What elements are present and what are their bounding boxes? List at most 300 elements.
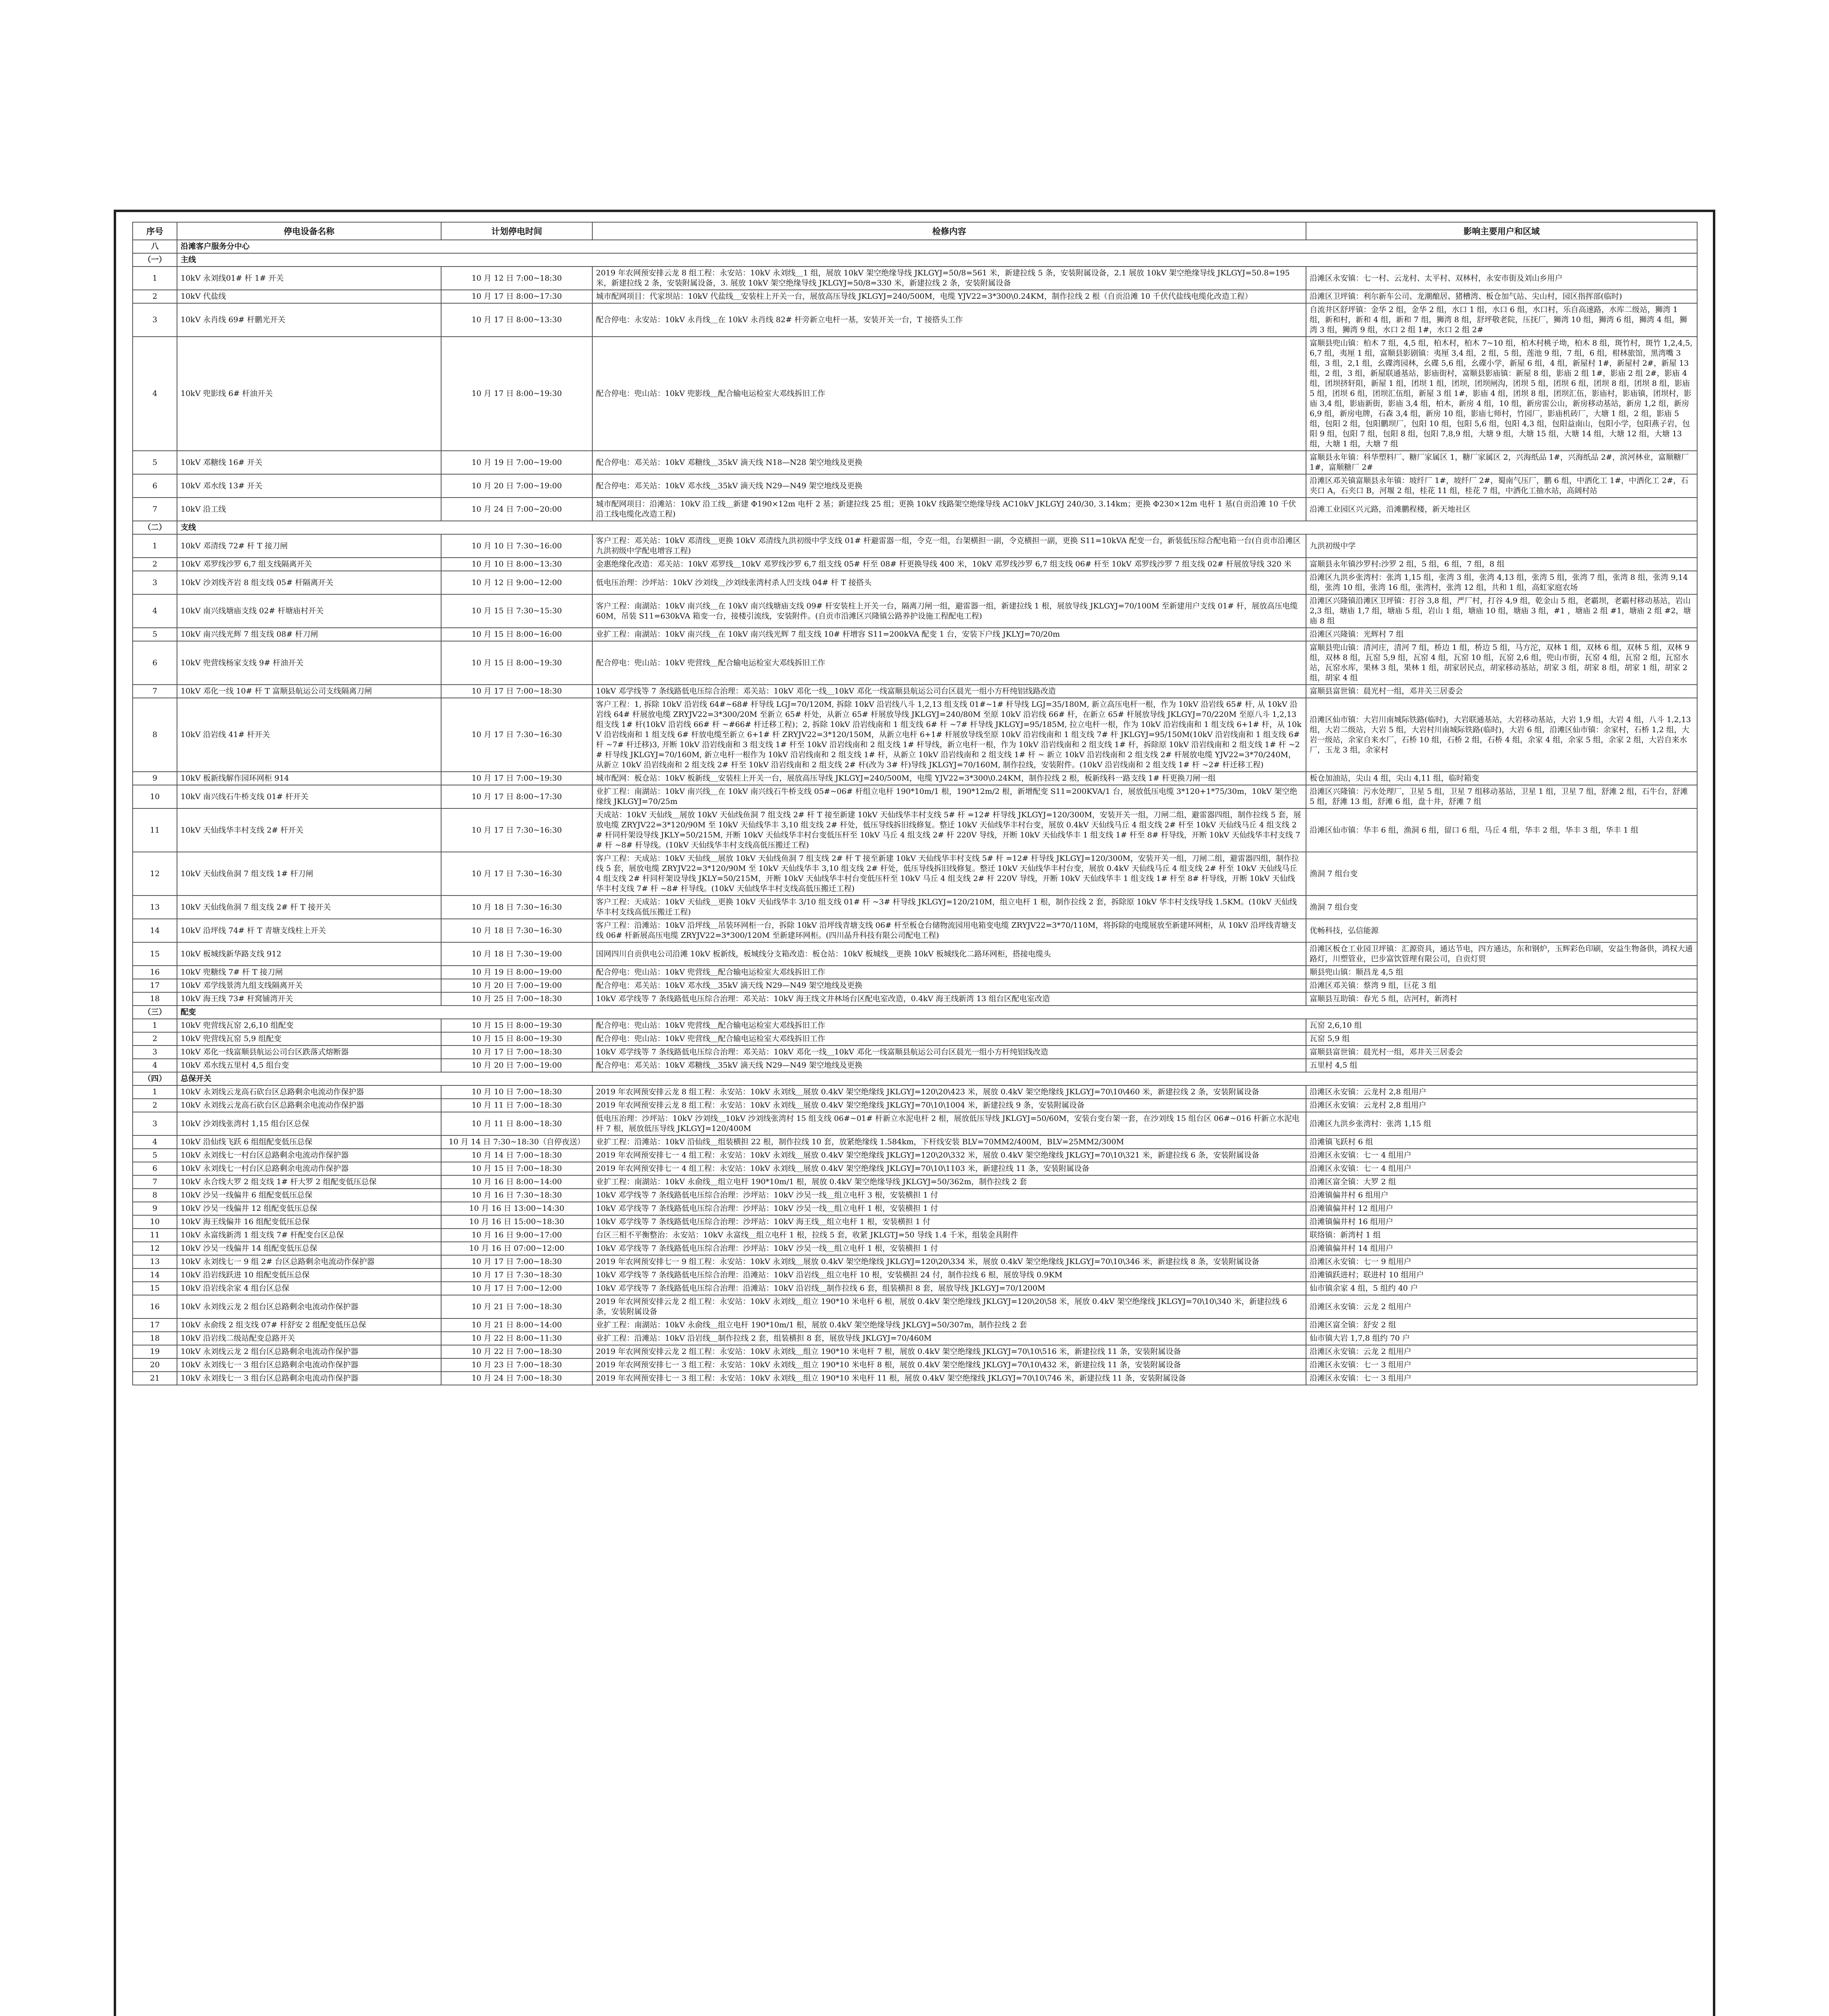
table-row: [133, 919, 1697, 942]
outage-time: 10 月 17 日 7:30~16:30: [441, 808, 592, 852]
row-no: 2: [133, 1032, 177, 1045]
device-name: 10kV 沙吴一线偏井 14 组配变低压总保: [177, 1242, 441, 1255]
table-row: [133, 772, 1697, 785]
affected-area: 九洪初级中学: [1306, 534, 1697, 558]
section-title: 总保开关: [177, 1072, 1697, 1085]
col-header-content: 检修内容: [592, 222, 1306, 240]
row-no: 18: [133, 1332, 177, 1345]
schedule-frame: [114, 210, 1715, 2016]
row-no: 2: [133, 290, 177, 303]
table-row: [133, 1099, 1697, 1112]
device-name: 10kV 沿岩线跃进 10 组配变低压总保: [177, 1268, 441, 1282]
table-row: [133, 1059, 1697, 1072]
device-name: 10kV 兜糖线 7# 杆 T 接刀闸: [177, 966, 441, 979]
outage-time: 10 月 22 日 7:00~18:30: [441, 1345, 592, 1358]
affected-area: 仙市镇余家 4 组，5 组约 40 户: [1306, 1282, 1697, 1295]
section-number: 八: [133, 240, 177, 253]
work-content: 客户工程：邓关站：10kV 邓清线＿更换 10kV 邓清线九洪初级中学支线 01# 杆避雷器一组，令克一组，台架横担一副，令克横担一副，更换 S11=10kVA 配变一台，新装低压综合配电箱一台(自贡市沿滩区九洪初级中学配电增容工程): [592, 534, 1306, 558]
table-row: [133, 1045, 1697, 1059]
outage-time: 10 月 10 日 7:00~18:30: [441, 1085, 592, 1099]
row-no: 3: [133, 1045, 177, 1059]
work-content: 低电压治理：沙坪站：10kV 沙刘线＿10kV 沙刘线张湾村 15 组支线 06#~01# 杆新立水泥电杆 2 根，展放低压导线 JKLGYJ=50/60M，安装台变台架一套，在沙刘线 15 组台区 06#~016 杆新立水泥电杆 7 根，展放低压导线 JKLGYJ=120/400M: [592, 1112, 1306, 1135]
work-content: 国网四川自贡供电公司沿滩 10kV 板新线，板城线分支箱改造：板仓站：10kV 板城线＿更换 10kV 板城线化二路环网柜，搭接电缆头: [592, 942, 1306, 966]
work-content: 10kV 邓学线等 7 条线路低电压综合治理：沙坪站：10kV 沙吴一线＿组立电杆 3 根，安装横担 1 付: [592, 1189, 1306, 1202]
table-row: [133, 628, 1697, 641]
row-no: 12: [133, 852, 177, 896]
table-row: [133, 1202, 1697, 1215]
device-name: 10kV 沿工线: [177, 498, 441, 521]
work-content: 10kV 邓学线等 7 条线路低电压综合治理：沙坪站：10kV 海王线＿组立电杆 1 根，安装横担 1 付: [592, 1215, 1306, 1229]
outage-time: 10 月 17 日 7:00~19:30: [441, 772, 592, 785]
outage-time: 10 月 24 日 7:00~18:30: [441, 1372, 592, 1385]
row-no: 10: [133, 785, 177, 808]
outage-time: 10 月 16 日 8:00~14:00: [441, 1175, 592, 1189]
work-content: 低电压治理：沙坪站：10kV 沙刘线＿沙刘线张湾村杀人凹支线 04# 杆 T 接搭头: [592, 571, 1306, 594]
work-content: 城市配网项目：沿滩站：10kV 沿工线＿新建 Φ190×12m 电杆 2 基；新建拉线 25 组；更换 10kV 线路架空绝缘导线 AC10kV JKLGYJ 240/30, 3.14km；更换 Φ230×12m 电杆 1 基(自贡沿滩 10 千伏沿工线电缆化改造工程): [592, 498, 1306, 521]
row-no: 1: [133, 1085, 177, 1099]
row-no: 15: [133, 942, 177, 966]
work-content: 业扩工程：南湖站：10kV 永俞线＿组立电杆 190*10m/1 根，展放 0.4kV 架空绝缘导线 JKLGYJ=50/362m，制作拉线 2 套: [592, 1175, 1306, 1189]
work-content: 业扩工程：沿滩站：10kV 沿岩线＿制作拉线 2 套，组装横担 8 套，展放导线 JKLGYJ=70/460M: [592, 1332, 1306, 1345]
section-number: （一）: [133, 253, 177, 267]
work-content: 10kV 邓学线等 7 条线路低电压综合治理：沙坪站：10kV 沙吴一线＿组立电杆 1 根，安装横担 1 付: [592, 1202, 1306, 1215]
work-content: 2019 年农网预安排七一 3 组工程：永安站：10kV 永刘线＿组立 190*10 米电杆 8 根，展放 0.4kV 架空绝缘线 JKLGYJ=70\10\432 米，新建拉线 11 条，安装附属设备: [592, 1358, 1306, 1372]
outage-time: 10 月 14 日 7:30~18:30（自停夜送）: [441, 1135, 592, 1149]
table-row: [133, 498, 1697, 521]
row-no: 3: [133, 1112, 177, 1135]
work-content: 配合停电：永安站：10kV 永肖线＿在 10kV 永肖线 82# 杆旁新立电杆一基，安装开关一台，T 接搭头工作: [592, 303, 1306, 337]
work-content: 城市配网：板仓站：10kV 板新线＿安装柱上开关一台，展放高压导线 JKLGYJ=240/500M，电缆 YJV22=3*300\0.24KM，制作拉线 2 根，板新线科一路支线 1# 杆更换刀闸一组: [592, 772, 1306, 785]
row-no: 16: [133, 966, 177, 979]
outage-time: 10 月 15 日 7:00~18:30: [441, 1162, 592, 1175]
table-row: [133, 303, 1697, 337]
outage-time: 10 月 18 日 7:30~16:30: [441, 919, 592, 942]
outage-schedule-table: [132, 222, 1698, 1385]
work-content: 10kV 邓学线等 7 条线路低电压综合治理：沿滩站：10kV 沿岩线＿制作拉线 6 套，组装横担 8 套，展放导线 JKLGYJ=70/1200M: [592, 1282, 1306, 1295]
row-no: 9: [133, 772, 177, 785]
row-no: 5: [133, 451, 177, 474]
table-body: [133, 240, 1697, 1385]
table-row: [133, 685, 1697, 698]
row-no: 6: [133, 641, 177, 685]
outage-time: 10 月 10 日 8:00~13:30: [441, 558, 592, 571]
outage-time: 10 月 17 日 8:00~13:30: [441, 303, 592, 337]
device-name: 10kV 永富线新湾 1 组支线 7# 杆配变台区总保: [177, 1229, 441, 1242]
device-name: 10kV 海王线 73# 杆窝铺湾开关: [177, 992, 441, 1006]
affected-area: 沿滩区永安镇：七一 4 组用户: [1306, 1149, 1697, 1162]
affected-area: 沿滩镇偏井村 6 组用户: [1306, 1189, 1697, 1202]
work-content: 2019 年农网预安排七一 4 组工程：永安站：10kV 永刘线＿展放 0.4kV 架空绝缘线 JKLGYJ=70\10\1103 米，新建拉线 11 条，安装附属设备: [592, 1162, 1306, 1175]
device-name: 10kV 天仙线鱼洞 7 组支线 2# 杆 T 接开关: [177, 896, 441, 919]
row-no: 3: [133, 571, 177, 594]
device-name: 10kV 沿坪线 74# 杆 T 青塘支线柱上开关: [177, 919, 441, 942]
work-content: 2019 年农网预安排云龙 8 组工程：永安站：10kV 永刘线＿展放 0.4kV 架空绝缘线 JKLGYJ=70\10\1004 米，新建拉线 9 条，安装附属设备: [592, 1099, 1306, 1112]
outage-time: 10 月 12 日 9:00~12:00: [441, 571, 592, 594]
affected-area: 富顺县兜山镇：清河庄，清河 7 组，桥边 1 组，桥边 5 组，马方沱，双林 1 组，双林 6 组，双林 5 组，双林 9 组，双林 8 组，瓦窑 5,9 组，瓦窑 4 组，瓦窑 10 组，瓦窑 2,6 组，兜山市街，瓦窑 4 组，瓦窑 2 组，瓦窑水站，瓦窑水库，果林 3 组，果林 1 组，胡家居民点，胡家移动基站，胡家 3 组，胡家 8 组，胡家 1 组，胡家 2 组，胡家 4 组: [1306, 641, 1697, 685]
table-row: [133, 1372, 1697, 1385]
outage-time: 10 月 12 日 7:00~18:30: [441, 267, 592, 290]
work-content: 配合停电：兜山站：10kV 兜影线＿配合输电运检室大邓线拆旧工作: [592, 337, 1306, 451]
row-no: 13: [133, 1255, 177, 1268]
table-row: [133, 979, 1697, 992]
row-no: 7: [133, 685, 177, 698]
work-content: 业扩工程：南湖站：10kV 南兴线＿在 10kV 南兴线光辉 7 组支线 10# 杆增容 S11=200kVA 配变 1 台，安装下户线 JKLYJ=70/20m: [592, 628, 1306, 641]
device-name: 10kV 邓水线五里村 4,5 组台变: [177, 1059, 441, 1072]
col-header-device: 停电设备名称: [177, 222, 441, 240]
row-no: 1: [133, 267, 177, 290]
table-row: [133, 1282, 1697, 1295]
row-no: 6: [133, 1162, 177, 1175]
row-no: 5: [133, 1149, 177, 1162]
device-name: 10kV 永刘线七一 3 组台区总路剩余电流动作保护器: [177, 1358, 441, 1372]
work-content: 配合停电：邓关站：10kV 邓糖线＿35kV 滴天线 N18—N28 架空地线及更换: [592, 451, 1306, 474]
work-content: 金惠绝缘化改造：邓关站：10kV 邓罗线＿10kV 邓罗线沙罗 6,7 组支线 05# 杆至 08# 杆更换导线 400 米，10kV 邓罗线沙罗 6,7 组支线 06# 杆至 10kV 邓罗线沙罗 7 组支线 02# 杆展放导线 320 米: [592, 558, 1306, 571]
device-name: 10kV 天仙线鱼洞 7 组支线 1# 杆刀闸: [177, 852, 441, 896]
outage-time: 10 月 17 日 7:00~12:00: [441, 1282, 592, 1295]
section-title: 支线: [177, 521, 1697, 534]
device-name: 10kV 永肖线 69# 杆鹏光开关: [177, 303, 441, 337]
table-row: [133, 942, 1697, 966]
affected-area: 瓦窑 2,6,10 组: [1306, 1019, 1697, 1032]
work-content: 配合停电：兜山站：10kV 兜营线＿配合输电运检室大邓线拆旧工作: [592, 1019, 1306, 1032]
affected-area: 沿滩镇跃进村；联进村 10 组用户: [1306, 1268, 1697, 1282]
table-row: [133, 852, 1697, 896]
outage-time: 10 月 17 日 7:30~16:30: [441, 852, 592, 896]
outage-time: 10 月 20 日 7:00~19:00: [441, 474, 592, 498]
device-name: 10kV 沙刘线张湾村 1,15 组台区总保: [177, 1112, 441, 1135]
device-name: 10kV 邓清线 72# 杆 T 接刀闸: [177, 534, 441, 558]
row-no: 17: [133, 1318, 177, 1332]
work-content: 10kV 邓学线等 7 条线路低电压综合治理：沿滩站：10kV 沿岩线＿组立电杆 10 根，安装横担 24 付，制作拉线 6 根，展放导线 0.9KM: [592, 1268, 1306, 1282]
outage-time: 10 月 17 日 7:30~16:30: [441, 698, 592, 772]
row-no: 4: [133, 1059, 177, 1072]
outage-time: 10 月 19 日 7:00~19:00: [441, 451, 592, 474]
device-name: 10kV 邓化一线富顺县航运公司台区跌落式熔断器: [177, 1045, 441, 1059]
table-row: [133, 558, 1697, 571]
device-name: 10kV 邓化一线 10# 杆 T 富顺县航运公司支线隔离刀闸: [177, 685, 441, 698]
work-content: 2019 年农网预安排云龙 8 组工程：永安站：10kV 永刘线＿展放 0.4kV 架空绝缘线 JKLGYJ=120\20\423 米，展放 0.4kV 架空绝缘线 JKLGYJ=70\10\460 米，新建拉线 2 条，安装附属设备: [592, 1085, 1306, 1099]
row-no: 16: [133, 1295, 177, 1318]
table-row: [133, 896, 1697, 919]
table-row: [133, 1032, 1697, 1045]
device-name: 10kV 邓罗线沙罗 6,7 组支线隔离开关: [177, 558, 441, 571]
outage-time: 10 月 25 日 7:00~18:30: [441, 992, 592, 1006]
row-no: 11: [133, 808, 177, 852]
outage-time: 10 月 21 日 7:00~18:30: [441, 1295, 592, 1318]
table-row: [133, 1242, 1697, 1255]
device-name: 10kV 板城线新华路支线 912: [177, 942, 441, 966]
affected-area: 富顺县富世镇：晨光村一组，邓井关三居委会: [1306, 1045, 1697, 1059]
device-name: 10kV 永刘线云龙 2 组台区总路剩余电流动作保护器: [177, 1345, 441, 1358]
outage-time: 10 月 17 日 8:00~17:30: [441, 785, 592, 808]
affected-area: 沿滩区永安镇：七一 3 组用户: [1306, 1372, 1697, 1385]
device-name: 10kV 永刘线云龙高石砍台区总路剩余电流动作保护器: [177, 1099, 441, 1112]
table-row: [133, 698, 1697, 772]
affected-area: 沿滩区永安镇：七一 4 组用户: [1306, 1162, 1697, 1175]
outage-time: 10 月 23 日 7:00~18:30: [441, 1358, 592, 1372]
col-header-no: 序号: [133, 222, 177, 240]
section-row: [133, 240, 1697, 253]
outage-time: 10 月 16 日 7:30~18:30: [441, 1189, 592, 1202]
table-row: [133, 1345, 1697, 1358]
affected-area: 富顺县富世镇：晨光村一组，邓井关三居委会: [1306, 685, 1697, 698]
affected-area: 自流井区舒坪镇：金华 2 组，金华 2 组，水口 1 组，水口 6 组，水口村，乐自高速路，水库二级站，狮湾 1 组，新和村，新和 4 组，新和 7 组，狮湾 8 组，舒坪敬老院，压抚厂，狮湾 10 组，狮湾 6 组，狮湾 4 组，狮湾 3 组，狮湾 9 组，水口 2 组 1#，水口 2 组 2#: [1306, 303, 1697, 337]
outage-time: 10 月 15 日 8:00~16:00: [441, 628, 592, 641]
table-row: [133, 1189, 1697, 1202]
device-name: 10kV 邓水线 13# 开关: [177, 474, 441, 498]
device-name: 10kV 永刘线七一 3 组台区总路剩余电流动作保护器: [177, 1372, 441, 1385]
table-row: [133, 1229, 1697, 1242]
affected-area: 沿滩区兴隆镇：污水处理厂，卫星 5 组，卫星 7 组移动基站，卫星 1 组，卫星 7 组，舒滩 2 组，石牛台，舒滩 5 组，舒滩 13 组，舒滩 6 组，盘十井，舒滩 7 组: [1306, 785, 1697, 808]
outage-time: 10 月 24 日 7:00~20:00: [441, 498, 592, 521]
section-row: [133, 1072, 1697, 1085]
affected-area: 沿滩区仙市镇：大岩川南城际铁路(临时)，大岩联通基站，大岩移动基站，大岩 1,9 组，大岩 4 组，八斗 1,2,13 组，大岩二级站，大岩 5 组，大岩村川南城际铁路(临时)，大岩 6 组，沿滩区仙市镇：余家村，石桥 1,2 组，大岩一级站，余家自来水厂，石桥 10 组，石桥 2 组，石桥 4 组，余家 4 组，余家 5 组，余家 2 组，大岩自来水厂，玉龙 3 组，余家村: [1306, 698, 1697, 772]
table-row: [133, 290, 1697, 303]
row-no: 19: [133, 1345, 177, 1358]
device-name: 10kV 沙刘线齐岩 8 组支线 05# 杆隔离开关: [177, 571, 441, 594]
outage-time: 10 月 11 日 7:00~18:30: [441, 1099, 592, 1112]
affected-area: 富顺县兜山镇：柏木 7 组，4,5 组，柏木村，柏木 7~10 组，柏木村桃子坳，柏木 8 组，斑竹村，斑竹 1,2,4,5,6,7 组，夷厘 1 组，富顺县影剧镇：夷厘 3,4 组，2 组，5 组，莲池 9 组，7 组，6 组，柑林旅馆，黑湾嘴 3 组，3 组，2,1 组，幺碟湾园林，幺碟 5,6 组，幺碟小学，新屋 6 组，4 组，新屋村 1#，新屋村 2#，新屋 13 组，2 组，3 组，新屋联通基站，影庙街村，富顺县影庙镇：新屋 8 组，影庙 2 组 1#，影庙 2 组 2#，影庙 4 组，团坝挤轩阻，新屋 1 组，团坝 1 组，团坝，团坝闸沟，团坝 5 组，团坝 6 组，团坝 8 组，团坝 8 组，影庙 5 组，团坝 6 组，团坝汇伍组，新屋 3 组 1#，影庙 4 组，团坝 8 组，团坝汇伍，影庙村，影庙镇，团坝村，影庙 3,4 组，影庙新街，影庙 3,4 组，柏木，新房 4 组，10 组，新房雷公山，新房移动基站，新房 1,2 组，新房 6,9 组，新房电牌，石森 3,4 组，新房 10 组，影庙七师村，竹园厂，影庙机砖厂，大塘 1 组，2 组，影庙 5 组，包阳 2 组，包阳鹏坝厂，包阳 10 组，包阳 5,6 组，包阳 4,3 组，包阳益南山，包阳小学，包阳燕子岩，包阳 9 组，包阳 7 组，包阳 8 组，包阳 7,8,9 组，大塘 9 组，大塘 15 组，大塘 14 组，大塘 12 组，大塘 13 组，大塘 1 组，大塘 7 组: [1306, 337, 1697, 451]
device-name: 10kV 沙吴一线偏井 12 组配变低压总保: [177, 1202, 441, 1215]
device-name: 10kV 兜营线杨家支线 9# 杆油开关: [177, 641, 441, 685]
affected-area: 沿滩区板仓工业园卫坪镇：汇源资具，通达节电，四方通达，东和钢炉，玉辉彩色印刷，安益生物备供，鸿权大通路灯，川塑管业，巴步富饮管理有限公司，自贡灯贸: [1306, 942, 1697, 966]
device-name: 10kV 永刘线云龙高石砍台区总路剩余电流动作保护器: [177, 1085, 441, 1099]
table-row: [133, 1318, 1697, 1332]
affected-area: 沿滩镇偏井村 12 组用户: [1306, 1202, 1697, 1215]
device-name: 10kV 邓学线景湾九组支线隔离开关: [177, 979, 441, 992]
work-content: 2019 年农网预安排云龙 8 组工程：永安站：10kV 永刘线＿1 组，展放 10kV 架空绝缘导线 JKLGYJ=50/8=561 米，新建拉线 5 条，安装附属设备，2.1 展放 10kV 架空绝缘导线 JKLGYJ=50.8=195 米，新建拉线 2 条，安装附属设备，3. 展放 10kV 架空绝缘导线 JKLGYJ=50/8=330 米，新建拉线 2 条，安装附属设备: [592, 267, 1306, 290]
work-content: 客户工程：1, 拆除 10kV 沿岩线 64#~68# 杆导线 LGJ=70/120M, 拆除 10kV 沿岩线八斗 1,2,13 组支线 01#~1# 杆导线 LGJ=35/180M, 新立高压电杆一根，作为 10kV 沿岩线 65# 杆, 从 10kV 沿岩线 64# 杆展放电缆 ZRYJV22=3*300/20M 至新立 65# 杆处，从新立 65# 杆展放导线 JKLGYJ=240/80M 至原 10kV 沿岩线 66# 杆，在新立 65# 杆展放导线 JKLGYJ=70/220M 至原八斗 1,2,13 组支线 1# 杆(10kV 沿岩线 66# 杆 ~#66# 杆迁移工程)；2, 拆除 10kV 沿岩线南和 1 组支线 6# 杆 ~7# 杆导线 JKLGYJ=95/185M, 拉立电杆一根，作为 10kV 沿岩线南和 1 组支线 6+1# 杆，从 10kV 沿岩线南和 1 组支线 6# 杆放电缆至新立 6+1# 杆 ZRYJV22=3*120/150M，从新立电杆 6+1# 杆展放导线至原 10kV 沿岩线南和 1 组支线 7# 杆 JKLGYJ=95/150M(10kV 沿岩线南和 1 组支线 6# 杆 ~7# 杆迁移)3, 开断 10kV 沿岩线南和 3 组支线 1# 杆至 10kV 沿岩线南和 2 组支线 1# 杆导线，新立电杆一根，作为 10kV 沿岩线南和 2 组支线 1# 杆，拆除原 10kV 沿岩线南和 2 组支线 1# 杆 ~2# 杆导线 JKLGYJ=70/160M, 新立电杆一根作为 10kV 沿岩线南和 2 组支线 1# 杆，从新立 10kV 沿岩线南和 2 组支线 1# 杆 ~ 新立 10kV 沿岩线南和 2 组支线 2# 杆展放电缆 YJV22=3*70/240M，从新立 10kV 沿岩线南和 2 组支线 2# 杆至 10kV 沿岩线南和 2 组支线 2# 杆(改为 3# 杆)导线 JKLGYJ=70/160M, 制作拉线，安装附件。(10kV 沿岩线南和 2 组支线 1# 杆 ~2# 杆迁移工程): [592, 698, 1306, 772]
outage-time: 10 月 18 日 7:30~19:00: [441, 942, 592, 966]
device-name: 10kV 永刘线七一村台区总路剩余电流动作保护器: [177, 1162, 441, 1175]
table-row: [133, 1135, 1697, 1149]
table-row: [133, 808, 1697, 852]
table-row: [133, 1085, 1697, 1099]
row-no: 10: [133, 1215, 177, 1229]
device-name: 10kV 永刘线01# 杆 1# 开关: [177, 267, 441, 290]
col-header-time: 计划停电时间: [441, 222, 592, 240]
outage-time: 10 月 17 日 7:00~18:30: [441, 1255, 592, 1268]
work-content: 2019 年农网预安排云龙 2 组工程：永安站：10kV 永刘线＿组立 190*10 米电杆 7 根，展放 0.4kV 架空绝缘线 JKLGYJ=70\10\516 米，新建拉线 11 条，安装附属设备: [592, 1345, 1306, 1358]
outage-time: 10 月 15 日 7:30~15:30: [441, 594, 592, 628]
affected-area: 沿滩区富全镇：舒安 2 组: [1306, 1318, 1697, 1332]
affected-area: 沿滩区永安镇：云龙村 2,8 组用户: [1306, 1085, 1697, 1099]
section-row: [133, 521, 1697, 534]
row-no: 21: [133, 1372, 177, 1385]
col-header-area: 影响主要用户和区域: [1306, 222, 1697, 240]
outage-time: 10 月 17 日 8:00~19:30: [441, 337, 592, 451]
work-content: 天成站：10kV 天仙线＿展放 10kV 天仙线鱼洞 7 组支线 2# 杆 T 接至新建 10kV 天仙线华丰村支线 5# 杆 =12# 杆导线 JKLGYJ=120/300M，安装开关一组，刀闸二组，避雷器四组，制作拉线 5 套，展放电缆 ZRYJV22=3*120/90M 至 10kV 天仙线华丰 3,10 组支线 2# 杆处，低压导线拆旧线修复。整迁 10kV 天仙线华丰村台变，展放 0.4kV 天仙线马丘 4 组支线 2# 杆至 10kV 天仙线马丘 4 组支线 2# 杆同杆架设导线 JKLY=50/215M, 开断 10kV 天仙线华丰村台变低压杆至 10kV 马丘 4 组支线 2# 杆 220V 导线，开断 10kV 天仙线华丰 1 组支线 1# 杆至 8# 杆导线，开断 10kV 天仙线华丰村支线 7# 杆 ~8# 杆导线。(10kV 天仙线华丰村支线高低压搬迁工程): [592, 808, 1306, 852]
row-no: 8: [133, 1189, 177, 1202]
row-no: 9: [133, 1202, 177, 1215]
work-content: 2019 年农网预安排七一 4 组工程：永安站：10kV 永刘线＿展放 0.4kV 架空绝缘线 JKLGYJ=120\20\332 米，展放 0.4kV 架空绝缘线 JKLGYJ=70\10\321 米，新建拉线 6 条，安装附属设备: [592, 1149, 1306, 1162]
row-no: 14: [133, 1268, 177, 1282]
outage-time: 10 月 17 日 8:00~17:30: [441, 290, 592, 303]
table-row: [133, 474, 1697, 498]
affected-area: 沿滩镇偏井村 16 组用户: [1306, 1215, 1697, 1229]
outage-time: 10 月 15 日 8:00~19:30: [441, 1019, 592, 1032]
outage-time: 10 月 15 日 8:00~19:30: [441, 1032, 592, 1045]
affected-area: 沿滩区永安镇：云龙村 2,8 组用户: [1306, 1099, 1697, 1112]
outage-time: 10 月 19 日 8:00~19:00: [441, 966, 592, 979]
row-no: 7: [133, 498, 177, 521]
table-row: [133, 1175, 1697, 1189]
table-row: [133, 992, 1697, 1006]
affected-area: 沿滩区永安镇：云龙 2 组用户: [1306, 1295, 1697, 1318]
affected-area: 沿滩区富全镇：大罗 2 组: [1306, 1175, 1697, 1189]
table-row: [133, 267, 1697, 290]
table-row: [133, 1358, 1697, 1372]
work-content: 业扩工程：沿滩站：10kV 沿仙线＿组装横担 22 根，制作拉线 10 套，放紧绝缘线 1.584km，下杆线安装 BLV=70MM2/400M，BLV=25MM2/300M: [592, 1135, 1306, 1149]
work-content: 业扩工程：南湖站：10kV 永俞线＿组立电杆 190*10m/1 根，展放 0.4kV 架空绝缘导线 JKLGYJ=50/307m，制作拉线 2 套: [592, 1318, 1306, 1332]
table-row: [133, 1332, 1697, 1345]
section-number: （二）: [133, 521, 177, 534]
outage-time: 10 月 20 日 7:00~19:00: [441, 979, 592, 992]
work-content: 2019 年农网预安排七一 3 组工程：永安站：10kV 永刘线＿组立 190*10 米电杆 11 根，展放 0.4kV 架空绝缘线 JKLGYJ=70\10\746 米，新建拉线 11 条，安装附属设备: [592, 1372, 1306, 1385]
work-content: 10kV 邓学线等 7 条线路低电压综合治理：沙坪站：10kV 沙吴一线＿组立电杆 1 根，安装横担 1 付: [592, 1242, 1306, 1255]
outage-time: 10 月 22 日 8:00~11:30: [441, 1332, 592, 1345]
row-no: 5: [133, 628, 177, 641]
work-content: 10kV 邓学线等 7 条线路低电压综合治理：邓关站：10kV 邓化一线＿10kV 邓化一线富顺县航运公司台区晨光一组小方杆纯铝线路改造: [592, 685, 1306, 698]
outage-time: 10 月 16 日 13:00~14:30: [441, 1202, 592, 1215]
outage-time: 10 月 16 日 9:00~17:00: [441, 1229, 592, 1242]
affected-area: 富顺县永年镇：科华塑料厂、糖厂家属区 1，糖厂家属区 2，兴海纸品 1#，兴海纸品 2#，滨河林业，富顺糖厂 1#，富顺糖厂 2#: [1306, 451, 1697, 474]
affected-area: 顺县兜山镇：顺昌龙 4,5 组: [1306, 966, 1697, 979]
work-content: 客户工程：天成站：10kV 天仙线＿更换 10kV 天仙线华丰 3/10 组支线 01# 杆 ~3# 杆导线 JKLGYJ=120/210M，组立电杆 1 根，制作拉线 2 套，拆除原 10kV 华丰村支线导线 1.5KM。(10kV 天仙线华丰村支线高低压搬迁工程): [592, 896, 1306, 919]
work-content: 2019 年农网预安排云龙 2 组工程：永安站：10kV 永刘线＿组立 190*10 米电杆 6 根，展放 0.4kV 架空绝缘线 JKLGYJ=120\20\58 米，展放 0.4kV 架空绝缘线 JKLGYJ=70\10\340 米，新建拉线 6 条，安装附属设备: [592, 1295, 1306, 1318]
row-no: 15: [133, 1282, 177, 1295]
row-no: 11: [133, 1229, 177, 1242]
device-name: 10kV 代盐线: [177, 290, 441, 303]
work-content: 10kV 邓学线等 7 条线路低电压综合治理：邓关站：10kV 邓化一线＿10kV 邓化一线富顺县航运公司台区晨光一组小方杆纯铝线改造: [592, 1045, 1306, 1059]
row-no: 1: [133, 534, 177, 558]
table-row: [133, 1162, 1697, 1175]
affected-area: 渔洞 7 组台变: [1306, 852, 1697, 896]
work-content: 配合停电：邓关站：10kV 邓糖线＿35kV 滴天线 N29—N49 架空地线及更换: [592, 1059, 1306, 1072]
row-no: 6: [133, 474, 177, 498]
affected-area: 渔洞 7 组台变: [1306, 896, 1697, 919]
device-name: 10kV 南兴线石牛桥支线 01# 杆开关: [177, 785, 441, 808]
affected-area: 沿滩镇飞跃村 6 组: [1306, 1135, 1697, 1149]
table-row: [133, 1295, 1697, 1318]
affected-area: 沿滩区兴隆镇沿滩区卫坪镇：打谷 3,8 组，严厂村，打谷 4,9 组，乾金山 5 组，老霸坝，老霸村移动基站，岩山 2,3 组，塘庙 1,7 组，塘庙 5 组，岩山 1 组，塘庙 10 组，塘庙 3 组，#1 ，塘庙 2 组 #1，塘庙 2 组 #2，塘庙 8 组: [1306, 594, 1697, 628]
table-row: [133, 966, 1697, 979]
section-title: 主线: [177, 253, 1697, 267]
work-content: 配合停电：兜山站：10kV 兜营线＿配合输电运检室大邓线拆旧工作: [592, 966, 1306, 979]
row-no: 17: [133, 979, 177, 992]
work-content: 业扩工程：南湖站：10kV 南兴线＿在 10kV 南兴线石牛桥支线 05#~06# 杆组立电杆 190*10m/1 根，190*12m/2 根，新增配变 S11=200KVA/1 台，展放低压电缆 3*120+1*75/30m，10kV 架空绝缘线 JKLGYJ=70/25m: [592, 785, 1306, 808]
device-name: 10kV 板新线解作园环网柜 914: [177, 772, 441, 785]
table-row: [133, 534, 1697, 558]
section-title: 配变: [177, 1006, 1697, 1019]
work-content: 台区三相不平衡整治：永安站：10kV 永富线＿组立电杆 1 根，拉线 5 套，收紧 JKLGTJ=50 导线 1.4 千米，组装金具附件: [592, 1229, 1306, 1242]
row-no: 14: [133, 919, 177, 942]
outage-time: 10 月 14 日 7:00~18:30: [441, 1149, 592, 1162]
affected-area: 瓦窑 5,9 组: [1306, 1032, 1697, 1045]
device-name: 10kV 沿岩线余家 4 组台区总保: [177, 1282, 441, 1295]
work-content: 2019 年农网预安排七一 9 组工程：永安站：10kV 永刘线＿展放 0.4kV 架空绝缘线 JKLGYJ=120\20\334 米，展放 0.4kV 架空绝缘线 JKLGYJ=70\10\346 米，新建拉线 8 条，安装附属设备: [592, 1255, 1306, 1268]
device-name: 10kV 兜营线瓦窑 2,6,10 组配变: [177, 1019, 441, 1032]
device-name: 10kV 沿岩线二级站配变总路开关: [177, 1332, 441, 1345]
row-no: 13: [133, 896, 177, 919]
outage-time: 10 月 16 日 07:00~12:00: [441, 1242, 592, 1255]
affected-area: 沿滩区永安镇：七一 9 组用户: [1306, 1255, 1697, 1268]
row-no: 2: [133, 1099, 177, 1112]
work-content: 配合停电：邓关站：10kV 邓水线＿35kV 滴天线 N29—N49 架空地线及更换: [592, 474, 1306, 498]
outage-time: 10 月 17 日 7:00~18:30: [441, 1045, 592, 1059]
table-row: [133, 641, 1697, 685]
affected-area: 沿滩区永安镇：七一村、云龙村、太平村、双林村，永安市街及刘山乡用户: [1306, 267, 1697, 290]
section-number: （四）: [133, 1072, 177, 1085]
affected-area: 沿滩区卫坪镇：利尔新车公司、龙潮酿居、猪槽湾、板仓加气站、尖山村，园区指挥部(临时): [1306, 290, 1697, 303]
work-content: 城市配网项目：代家坝站：10kV 代盐线＿安装柱上开关一台，展放高压导线 JKLGYJ=240/500M，电缆 YJV22=3*300\0.24KM，制作拉线 2 根（自贡沿滩 10 千伏代盐线电缆化改造工程）: [592, 290, 1306, 303]
outage-time: 10 月 17 日 7:00~18:30: [441, 685, 592, 698]
affected-area: 仙市镇大岩 1,7,8 组约 70 户: [1306, 1332, 1697, 1345]
work-content: 10kV 邓学线等 7 条线路低电压综合治理：邓关站：10kV 海王线文井林场台区配电室改造，0.4kV 海王线新湾 13 组台区配电室改造: [592, 992, 1306, 1006]
table-row: [133, 785, 1697, 808]
table-row: [133, 337, 1697, 451]
row-no: 4: [133, 1135, 177, 1149]
row-no: 18: [133, 992, 177, 1006]
device-name: 10kV 沙吴一线偏井 6 组配变低压总保: [177, 1189, 441, 1202]
outage-time: 10 月 20 日 7:00~19:00: [441, 1059, 592, 1072]
device-name: 10kV 南兴线塘庙支线 02# 杆塘庙村开关: [177, 594, 441, 628]
outage-time: 10 月 15 日 8:00~19:30: [441, 641, 592, 685]
row-no: 2: [133, 558, 177, 571]
affected-area: 富顺县互助镇：春光 5 组，店河村，新湾村: [1306, 992, 1697, 1006]
outage-time: 10 月 10 日 7:30~16:00: [441, 534, 592, 558]
table-row: [133, 571, 1697, 594]
affected-area: 优畅科技，弘信能源: [1306, 919, 1697, 942]
row-no: 7: [133, 1175, 177, 1189]
affected-area: 沿滩区九洪乡张湾村：张湾 1,15 组: [1306, 1112, 1697, 1135]
device-name: 10kV 永俞线 2 组支线 07# 杆舒安 2 组配变低压总保: [177, 1318, 441, 1332]
section-title: 沿滩客户服务分中心: [177, 240, 1697, 253]
affected-area: 沿滩区兴隆镇：光辉村 7 组: [1306, 628, 1697, 641]
work-content: 客户工程：沿滩站：10kV 沿坪线＿吊装环网柜一台，拆除 10kV 沿坪线青塘支线 06# 杆至板仓台储物流园用电箱变电缆 ZRYJV22=3*70/110M，将拆除的电缆展放至新建环网柜，从 10kV 沿坪线青塘支线 06# 杆新展高压电缆 ZRYJV22=3*300/120M 至新建环网柜。(四川晶升科技有限公司配电工程): [592, 919, 1306, 942]
work-content: 客户工程：天成站：10kV 天仙线＿展放 10kV 天仙线鱼洞 7 组支线 2# 杆 T 接至新建 10kV 天仙线华丰村支线 5# 杆 =12# 杆导线 JKLGYJ=120/300M，安装开关一组，刀闸二组，避雷器四组，制作拉线 5 套，展放电缆 ZRYJV22=3*120/90M 至 10kV 天仙线华丰 3,10 组支线 2# 杆处，低压导线拆旧线修复。整迁 10kV 天仙线华丰村台变，展放 0.4kV 天仙线马丘 4 组支线 2# 杆至 10kV 天仙线马丘 4 组支线 2# 杆同杆架设导线 JKLY=50/215M，开断 10kV 天仙线华丰村台变低压杆至 10kV 马丘 4 组支线 2# 杆 220V 导线，开断 10kV 天仙线华丰 1 组支线 1# 杆至 8# 杆导线，开断 10kV 天仙线华丰村支线 7# 杆 ~8# 杆导线。(10kV 天仙线华丰村支线高低压搬迁工程): [592, 852, 1306, 896]
device-name: 10kV 邓糖线 16# 开关: [177, 451, 441, 474]
table-row: [133, 1019, 1697, 1032]
table-row: [133, 1268, 1697, 1282]
device-name: 10kV 永刘线云龙 2 组台区总路剩余电流动作保护器: [177, 1295, 441, 1318]
outage-time: 10 月 18 日 7:30~16:30: [441, 896, 592, 919]
device-name: 10kV 沿岩线 41# 杆开关: [177, 698, 441, 772]
row-no: 4: [133, 337, 177, 451]
work-content: 配合停电：兜山站：10kV 兜营线＿配合输电运检室大邓线拆旧工作: [592, 641, 1306, 685]
table-row: [133, 1112, 1697, 1135]
table-row: [133, 1149, 1697, 1162]
affected-area: 沿滩镇偏井村 14 组用户: [1306, 1242, 1697, 1255]
row-no: 8: [133, 698, 177, 772]
device-name: 10kV 永刘线七一村台区总路剩余电流动作保护器: [177, 1149, 441, 1162]
section-number: （三）: [133, 1006, 177, 1019]
affected-area: 沿滩区邓关镇：蔡湾 9 组，巨花 3 组: [1306, 979, 1697, 992]
affected-area: 沿滩区永安镇：七一 3 组用户: [1306, 1358, 1697, 1372]
table-row: [133, 451, 1697, 474]
affected-area: 沿滩区邓关镇富顺县永年镇：坡纤厂 1#，坡纤厂 2#，蜀南气压厂，鹏 6 组，中洒化工 1#，中洒化工 2#，石夹口 A，石夹口 B，河堰 2 组，桂花 11 组，桂花 7 组，中洒化工抽水站，高阔村站: [1306, 474, 1697, 498]
row-no: 3: [133, 303, 177, 337]
affected-area: 沿滩区永安镇：云龙 2 组用户: [1306, 1345, 1697, 1358]
section-row: [133, 1006, 1697, 1019]
row-no: 1: [133, 1019, 177, 1032]
device-name: 10kV 兜影线 6# 杆油开关: [177, 337, 441, 451]
outage-time: 10 月 21 日 8:00~14:00: [441, 1318, 592, 1332]
outage-time: 10 月 17 日 7:30~18:30: [441, 1268, 592, 1282]
work-content: 配合停电：兜山站：10kV 兜营线＿配合输电运检室大邓线拆旧工作: [592, 1032, 1306, 1045]
affected-area: 富顺县永年镇沙罗村:沙罗 2 组，5 组，6 组，7 组，8 组: [1306, 558, 1697, 571]
affected-area: 沿滩区九洪乡张湾村：张湾 1,15 组，张湾 3 组，张湾 4,13 组，张湾 5 组，张湾 7 组，张湾 8 组，张湾 9,14 组，张湾 10 组，张湾 16 组，张湾村，张湾 12 组，共和 1 组，高虹家庭农场: [1306, 571, 1697, 594]
